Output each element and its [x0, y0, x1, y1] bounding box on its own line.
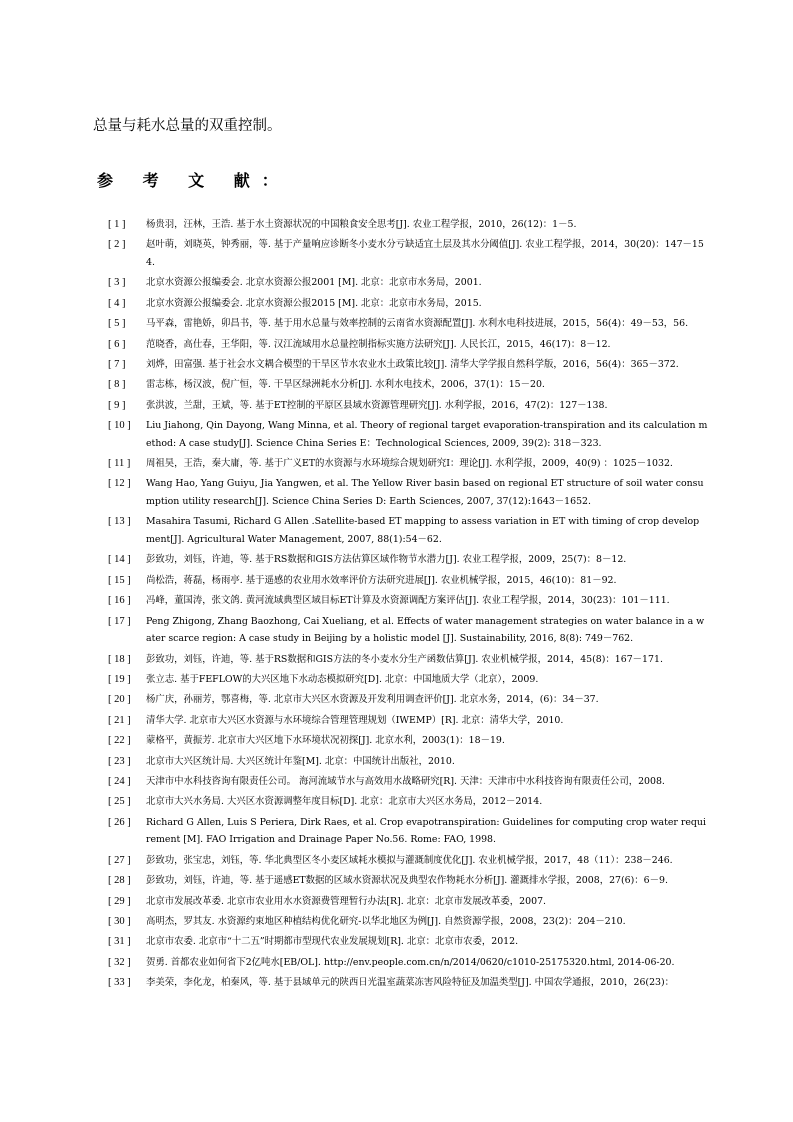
reference-item — [108, 671, 708, 689]
reference-text: 北京市大兴区统计局. 大兴区统计年鉴[M]. 北京：中国统计出版社，2010. — [146, 755, 455, 767]
reference-item — [108, 773, 708, 791]
reference-text: 贺勇. 首都农业如何省下2亿吨水[EB/OL]. http://env.people.com.cn/n/2014/0620/c1010-25175320.html, 2014-06-20. — [146, 956, 675, 968]
reference-number: [ 13 ] — [108, 516, 131, 528]
reference-text: 高明杰，罗其友. 水资源约束地区种植结构优化研究-以华北地区为例[J]. 自然资源学报，2008，23(2)：204－210. — [146, 915, 626, 927]
reference-text: 刘烨，田富强. 基于社会水文耦合模型的干旱区节水农业水土政策比较[J]. 清华大学学报自然科学版，2016，56(4)：365－372. — [146, 358, 679, 370]
reference-item — [108, 933, 708, 951]
reference-number: [ 24 ] — [108, 775, 131, 787]
reference-number: [ 23 ] — [108, 755, 131, 767]
reference-text: 北京市发展改革委. 北京市农业用水水资源费管理暂行办法[R]. 北京：北京市发展改革委，2007. — [146, 895, 547, 907]
reference-number: [ 15 ] — [108, 574, 131, 586]
reference-item — [108, 475, 708, 510]
reference-text: 彭致功，刘钰，许迪，等. 基于RS数据和GIS方法的冬小麦水分生产函数估算[J]. 农业机械学报，2014，45(8)：167－171. — [146, 653, 663, 665]
reference-number: [ 16 ] — [108, 595, 131, 607]
reference-number: [ 22 ] — [108, 735, 131, 747]
reference-number: [ 31 ] — [108, 936, 131, 948]
reference-number: [ 5 ] — [108, 318, 126, 330]
reference-item — [108, 216, 708, 234]
reference-number: [ 9 ] — [108, 399, 126, 411]
lead-paragraph: 总量与耗水总量的双重控制。 — [93, 118, 282, 134]
reference-number: [ 2 ] — [108, 239, 126, 251]
reference-text: 北京水资源公报编委会. 北京水资源公报2015 [M]. 北京：北京市水务局，2015. — [146, 297, 482, 309]
reference-item — [108, 913, 708, 931]
reference-number: [ 8 ] — [108, 379, 126, 391]
reference-item — [108, 397, 708, 415]
reference-number: [ 4 ] — [108, 297, 126, 309]
reference-item — [108, 455, 708, 473]
reference-item — [108, 814, 708, 849]
reference-text: 杨广庆，孙丽芳，鄂喜梅，等. 北京市大兴区水资源及开发利用调查评价[J]. 北京水务，2014，(6)：34－37. — [146, 694, 599, 706]
reference-number: [ 1 ] — [108, 219, 126, 230]
reference-number: [ 3 ] — [108, 277, 126, 289]
reference-text: 北京市大兴水务局. 大兴区水资源调整年度目标[D]. 北京：北京市大兴区水务局，2012－2014. — [146, 796, 543, 808]
reference-item — [108, 551, 708, 569]
reference-text: 马平森，雷艳娇，卯昌书，等. 基于用水总量与效率控制的云南省水资源配置[J]. 水利水电科技进展，2015，56(4)：49－53，56. — [146, 318, 689, 330]
reference-text: 北京水资源公报编委会. 北京水资源公报2001 [M]. 北京：北京市水务局，2001. — [146, 277, 482, 289]
reference-number: [ 30 ] — [108, 915, 131, 927]
reference-item — [108, 592, 708, 610]
reference-text: 冯峰，董国涛，张文鸽. 黄河流域典型区域目标ET计算及水资源调配方案评估[J]. 农业工程学报，2014，30(23)：101－111. — [146, 595, 670, 607]
reference-number: [ 27 ] — [108, 854, 131, 866]
reference-item — [108, 315, 708, 333]
reference-list — [108, 216, 708, 994]
reference-number: [ 6 ] — [108, 338, 126, 350]
reference-number: [ 18 ] — [108, 653, 131, 665]
reference-item — [108, 753, 708, 771]
reference-text: 天津市中水科技咨询有限责任公司。 海河流域节水与高效用水战略研究[R]. 天津：天津市中水科技咨询有限责任公司，2008. — [146, 775, 665, 787]
reference-text: 蒙格平，黄振芳. 北京市大兴区地下水环境状况初探[J]. 北京水利，2003(1)：18－19. — [146, 735, 505, 747]
reference-item — [108, 613, 708, 648]
reference-number: [ 14 ] — [108, 554, 131, 566]
reference-text: 周祖昊，王浩，秦大庸，等. 基于广义ET的水资源与水环境综合规划研究I：理论[J]. 水利学报，2009，40(9) ：1025－1032. — [146, 458, 673, 470]
reference-number: [ 32 ] — [108, 956, 131, 968]
reference-text: 雷志栋，杨汉波，倪广恒，等. 干旱区绿洲耗水分析[J]. 水利水电技术，2006，37(1)：15－20. — [146, 379, 545, 391]
reference-item — [108, 572, 708, 590]
reference-number: [ 12 ] — [108, 478, 131, 490]
reference-number: [ 11 ] — [108, 458, 131, 470]
reference-number: [ 33 ] — [108, 977, 131, 989]
reference-number: [ 25 ] — [108, 796, 131, 808]
reference-text: 彭致功，刘钰，许迪，等. 基于遥感ET数据的区域水资源状况及典型农作物耗水分析[J]. 灌溉排水学报，2008，27(6)：6－9. — [146, 875, 668, 887]
reference-item — [108, 356, 708, 374]
reference-text: Masahira Tasumi, Richard G Allen .Satellite-based ET mapping to assess variation in ET with timing of crop development[J]. Agricultural Water Management, 2007, 88(1):54－62. — [146, 516, 700, 546]
reference-text: 北京市农委. 北京市“十二五”时期都市型现代农业发展规划[R]. 北京：北京市农委，2012. — [146, 936, 519, 948]
reference-number: [ 29 ] — [108, 895, 131, 907]
reference-number: [ 26 ] — [108, 816, 131, 828]
reference-number: [ 21 ] — [108, 714, 131, 726]
reference-text: 彭致功，刘钰，许迪，等. 基于RS数据和GIS方法估算区域作物节水潜力[J]. 农业工程学报，2009，25(7)：8－12. — [146, 554, 627, 566]
reference-item — [108, 893, 708, 911]
reference-number: [ 28 ] — [108, 875, 131, 887]
reference-text: 张立志. 基于FEFLOW的大兴区地下水动态模拟研究[D]. 北京：中国地质大学（北京），2009. — [146, 674, 539, 685]
reference-number: [ 19 ] — [108, 674, 131, 685]
reference-text: 李美荣，李化龙，柏秦风，等. 基于县域单元的陕西日光温室蔬菜冻害风险特征及加温类型[J]. 中国农学通报，2010，26(23)： — [146, 977, 675, 989]
reference-item — [108, 295, 708, 313]
reference-text: Wang Hao, Yang Guiyu, Jia Yangwen, et al. The Yellow River basin based on regional ET structure of soil water consumption utility research[J]. Science China Series D: Earth Sciences, 2007, 37(12):1643－1652. — [146, 478, 704, 508]
reference-item — [108, 513, 708, 548]
reference-item — [108, 712, 708, 730]
reference-item — [108, 732, 708, 750]
reference-item — [108, 417, 708, 452]
reference-item — [108, 274, 708, 292]
reference-text: 尚松浩，蒋磊，杨雨亭. 基于遥感的农业用水效率评价方法研究进展[J]. 农业机械学报，2015，46(10)：81－92. — [146, 574, 617, 586]
reference-number: [ 17 ] — [108, 615, 131, 627]
reference-text: Richard G Allen, Luis S Periera, Dirk Raes, et al. Crop evapotranspiration: Guidelines for computing crop water requirement [M]. FAO Irrigation and Drainage Paper No.56. Rome: FAO, 1998. — [146, 816, 706, 846]
reference-item — [108, 376, 708, 394]
references-heading: 参 考 文 献： — [97, 171, 290, 190]
reference-text: 彭致功，张宝忠，刘钰，等. 华北典型区冬小麦区域耗水模拟与灌溉制度优化[J]. 农业机械学报，2017，48（11）：238－246. — [146, 854, 673, 866]
reference-number: [ 7 ] — [108, 358, 126, 370]
reference-item — [108, 872, 708, 890]
reference-item — [108, 236, 708, 271]
reference-number: [ 10 ] — [108, 420, 131, 432]
reference-item — [108, 793, 708, 811]
reference-text: 张洪波，兰甜，王斌，等. 基于ET控制的平原区县域水资源管理研究[J]. 水利学报，2016，47(2)：127－138. — [146, 399, 608, 411]
reference-item — [108, 691, 708, 709]
reference-text: 清华大学. 北京市大兴区水资源与水环境综合管理管理规划（IWEMP）[R]. 北京：清华大学，2010. — [146, 714, 564, 726]
reference-text: 杨贵羽，汪林，王浩. 基于水土资源状况的中国粮食安全思考[J]. 农业工程学报，2010，26(12)：1－5. — [146, 219, 577, 230]
reference-text: 范晓香，高仕春，王华阳，等. 汉江流域用水总量控制指标实施方法研究[J]. 人民长江，2015，46(17)：8－12. — [146, 338, 611, 350]
reference-text: Peng Zhigong, Zhang Baozhong, Cai Xueliang, et al. Effects of water management strategies on water balance in a water scarce region: A case study in Beijing by a holistic model [J]. Sustainability, 2016, 8(8): 749－762. — [146, 615, 705, 645]
reference-text: Liu Jiahong, Qin Dayong, Wang Minna, et al. Theory of regional target evaporation-transpiration and its calculation method: A case study[J]. Science China Series E：Technological Sciences, 2009, 39(2): 318－323. — [146, 420, 708, 449]
reference-item — [108, 852, 708, 870]
reference-item — [108, 954, 708, 972]
reference-item — [108, 336, 708, 354]
reference-text: 赵叶萌，刘晓英，钟秀丽，等. 基于产量响应诊断冬小麦水分亏缺适宜土层及其水分阈值[J]. 农业工程学报，2014，30(20)：147－154. — [146, 239, 704, 268]
reference-number: [ 20 ] — [108, 694, 131, 706]
reference-item — [108, 974, 708, 992]
reference-item — [108, 651, 708, 669]
